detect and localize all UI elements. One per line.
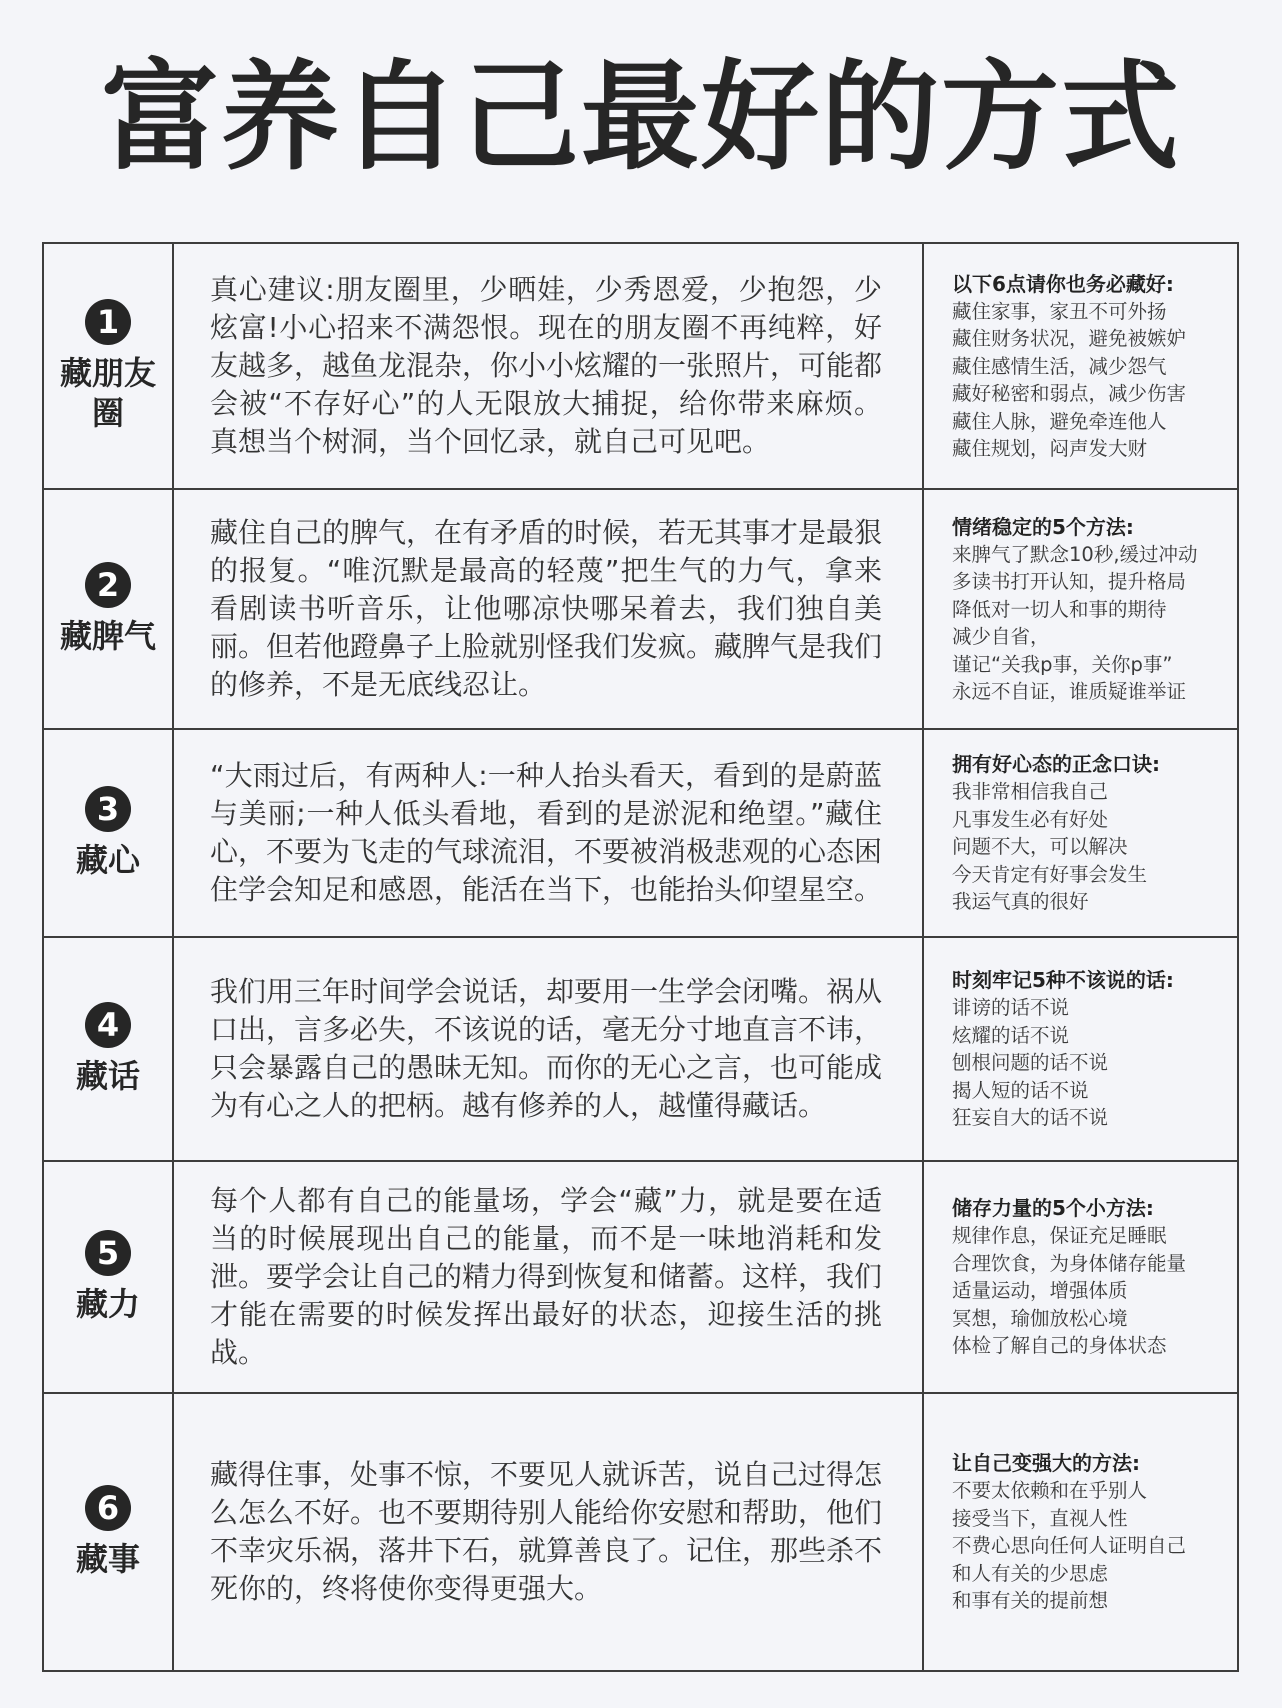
section-number-badge: 3 — [85, 786, 131, 832]
section-name: 藏事 — [75, 1540, 140, 1578]
side-list-item: 诽谤的话不说 — [952, 996, 1070, 1020]
side-list-item: 凡事发生必有好处 — [952, 807, 1109, 831]
side-list-item: 减少自省， — [952, 625, 1050, 648]
side-list-item: 来脾气了默念10秒,缓过冲动 — [952, 542, 1198, 566]
side-list-item: 藏住规划，闷声发大财 — [952, 437, 1148, 460]
side-list-item: 藏住感情生活，减少怨气 — [952, 354, 1167, 378]
section-number-badge: 4 — [85, 1002, 131, 1048]
side-list-title: 以下6点请你也务必藏好: — [952, 271, 1174, 296]
section-body-text: 每个人都有自己的能量场，学会“藏”力，就是要在适当的时候展现出自己的能量，而不是一味地消耗和发泄。要学会让自己的精力得到恢复和储蓄。这样，我们才能在需要的时候发挥出最好的状态，迎接生活的挑战。 — [210, 1184, 883, 1369]
section-number-badge: 5 — [85, 1230, 131, 1276]
section-body-text: 藏得住事，处事不惊，不要见人就诉苦，说自己过得怎么怎么不好。也不要期待别人能给你安慰和帮助，他们不幸灾乐祸，落井下石，就算善良了。记住，那些杀不死你的，终将使你变得更强大。 — [210, 1458, 883, 1605]
side-list-item: 我运气真的很好 — [952, 890, 1089, 914]
side-list-item: 规律作息，保证充足睡眠 — [952, 1224, 1167, 1248]
side-list-item: 藏好秘密和弱点，减少伤害 — [952, 382, 1187, 405]
side-list-item: 永远不自证，谁质疑谁举证 — [952, 680, 1187, 703]
section-body-text: 我们用三年时间学会说话，却要用一生学会闭嘴。祸从口出，言多必失，不该说的话，毫无分寸地直言不讳，只会暴露自己的愚昧无知。而你的无心之言，也可能成为有心之人的把柄。越有修养的人，越懂得藏话。 — [210, 975, 883, 1122]
side-list-title: 情绪稳定的5个方法: — [952, 514, 1134, 539]
section-row-3 — [43, 729, 1238, 937]
side-list-item: 揭人短的话不说 — [952, 1078, 1089, 1102]
section-name: 藏朋友圈 — [59, 354, 156, 432]
section-row-2 — [43, 489, 1238, 729]
side-list-item: 谨记“关我p事，关你p事” — [952, 652, 1173, 676]
section-row-6 — [43, 1393, 1238, 1671]
side-list-item: 多读书打开认知，提升格局 — [952, 570, 1187, 593]
side-list-item: 藏住家事，家丑不可外扬 — [952, 299, 1167, 323]
section-name: 藏脾气 — [59, 617, 156, 655]
section-body-text: 藏住自己的脾气，在有矛盾的时候，若无其事才是最狠的报复。“唯沉默是最高的轻蔑”把生气的力气，拿来看剧读书听音乐，让他哪凉快哪呆着去，我们独自美丽。但若他蹬鼻子上脸就别怪我们发疯。藏脾气是我们的修养，不是无底线忍让。 — [210, 516, 883, 701]
side-list-item: 藏住财务状况，避免被嫉妒 — [952, 327, 1187, 350]
side-list-title: 时刻牢记5种不该说的话: — [952, 968, 1174, 993]
side-list-item: 适量运动，增强体质 — [952, 1279, 1128, 1303]
side-list-title: 让自己变强大的方法: — [952, 1451, 1140, 1476]
side-list-item: 和事有关的提前想 — [952, 1589, 1109, 1613]
page-title: 富养自己最好的方式 — [100, 48, 1181, 186]
side-list-title: 储存力量的5个小方法: — [952, 1196, 1154, 1221]
side-list-item: 合理饮食，为身体储存能量 — [952, 1251, 1187, 1275]
section-number-badge: 2 — [85, 562, 131, 608]
section-name: 藏话 — [75, 1057, 140, 1095]
section-row-5 — [43, 1161, 1238, 1393]
section-number-badge: 6 — [85, 1485, 131, 1531]
section-number-badge: 1 — [85, 299, 131, 345]
side-list-item: 我非常相信我自己 — [952, 780, 1109, 804]
side-list-item: 不费心思向任何人证明自己 — [952, 1534, 1187, 1558]
side-list-item: 今天肯定有好事会发生 — [952, 862, 1148, 886]
content-table — [42, 242, 1239, 1672]
side-list-item: 降低对一切人和事的期待 — [952, 597, 1167, 621]
section-row-1 — [43, 243, 1238, 489]
side-list-item: 和人有关的少思虑 — [952, 1561, 1109, 1585]
section-name: 藏心 — [75, 841, 140, 879]
section-name: 藏力 — [75, 1285, 140, 1323]
side-list-title: 拥有好心态的正念口诀: — [952, 752, 1160, 777]
section-body-text: “大雨过后，有两种人:一种人抬头看天，看到的是蔚蓝与美丽;一种人低头看地，看到的是淤泥和绝望。”藏住心，不要为飞走的气球流泪，不要被消极悲观的心态困住学会知足和感恩，能活在当下，也能抬头仰望星空。 — [210, 759, 883, 906]
section-body-text: 真心建议:朋友圈里，少晒娃，少秀恩爱，少抱怨，少炫富!小心招来不满怨恨。现在的朋友圈不再纯粹，好友越多，越鱼龙混杂，你小小炫耀的一张照片，可能都会被“不存好心”的人无限放大捕捉，给你带来麻烦。真想当个树洞，当个回忆录，就自己可见吧。 — [210, 273, 883, 458]
section-row-4 — [43, 937, 1238, 1161]
side-list-item: 接受当下，直视人性 — [952, 1506, 1128, 1530]
side-list-item: 藏住人脉，避免牵连他人 — [952, 409, 1167, 433]
side-list-item: 体检了解自己的身体状态 — [952, 1334, 1167, 1358]
side-list-item: 刨根问题的话不说 — [952, 1051, 1109, 1075]
side-list-item: 问题不大，可以解决 — [952, 835, 1128, 859]
side-list-item: 不要太依赖和在乎别人 — [952, 1479, 1148, 1503]
side-list-item: 炫耀的话不说 — [952, 1023, 1070, 1047]
side-list-item: 冥想，瑜伽放松心境 — [952, 1306, 1128, 1330]
side-list-item: 狂妄自大的话不说 — [952, 1106, 1109, 1130]
